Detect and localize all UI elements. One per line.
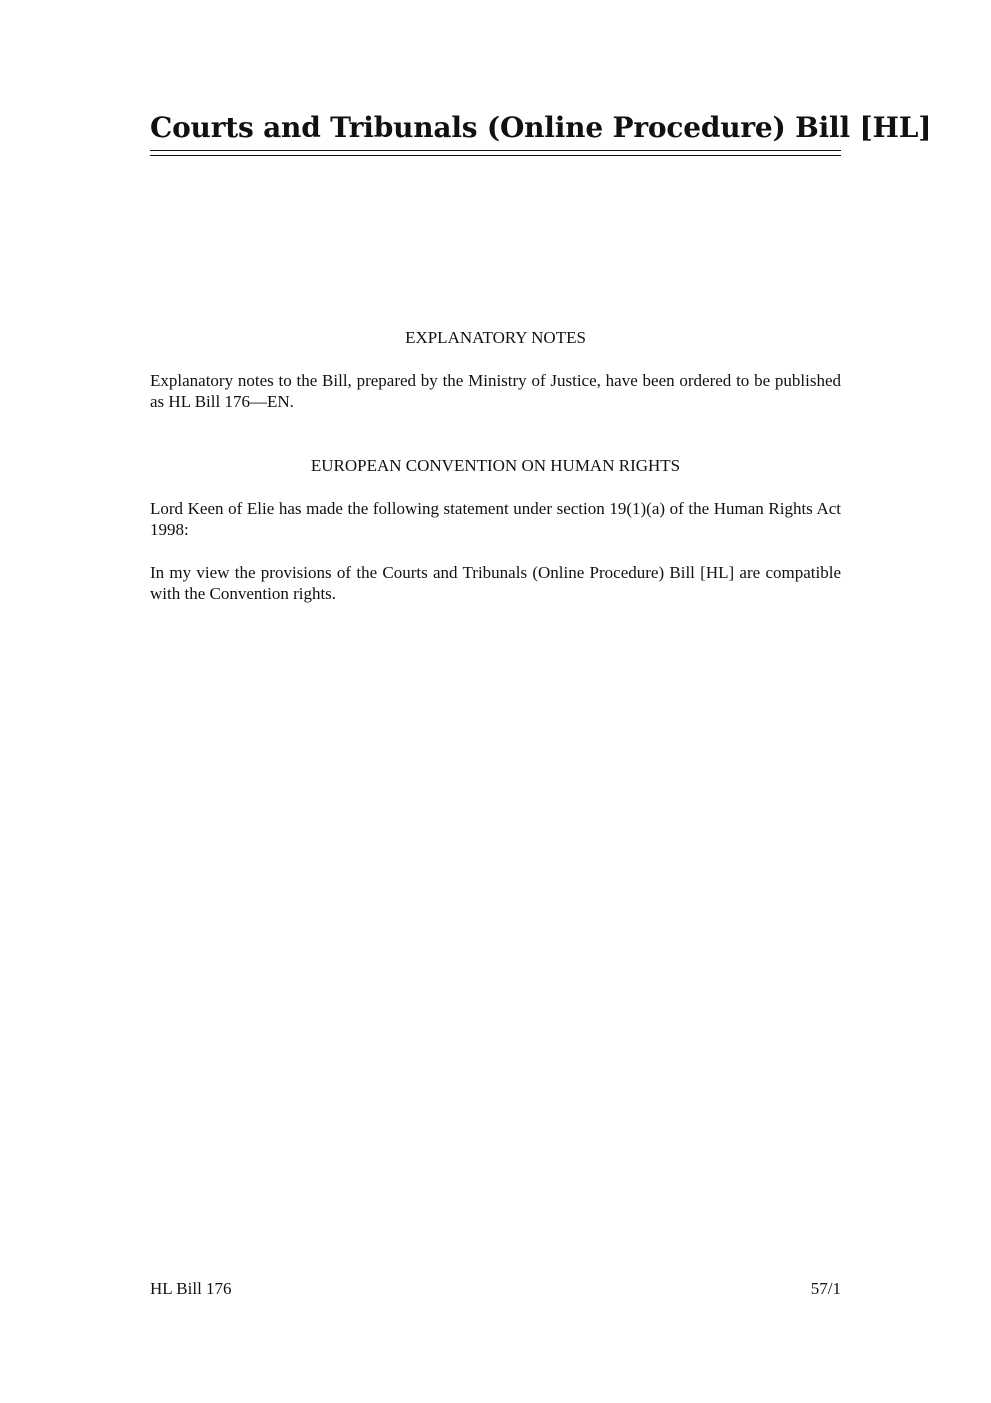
echr-statement-intro: Lord Keen of Elie has made the following statement under section 19(1)(a) of the Human Rights Act 1998: xyxy=(150,499,841,539)
echr-statement: In my view the provisions of the Courts and Tribunals (Online Procedure) Bill [HL] are compatible with the Convention rights. xyxy=(150,563,841,603)
page-footer xyxy=(150,1278,841,1299)
title-double-rule xyxy=(150,150,841,156)
title-block xyxy=(150,108,932,156)
footer-page-ref: 57/1 xyxy=(810,1279,841,1298)
explanatory-notes-text: Explanatory notes to the Bill, prepared by the Ministry of Justice, have been ordered to be published as HL Bill 176—EN. xyxy=(150,371,841,411)
explanatory-notes-heading: EXPLANATORY NOTES xyxy=(405,328,586,347)
footer-bill-ref: HL Bill 176 xyxy=(150,1279,232,1298)
document-body xyxy=(150,327,841,604)
bill-title: Courts and Tribunals (Online Procedure) Bill [HL] xyxy=(150,111,932,144)
echr-heading: EUROPEAN CONVENTION ON HUMAN RIGHTS xyxy=(310,456,681,475)
